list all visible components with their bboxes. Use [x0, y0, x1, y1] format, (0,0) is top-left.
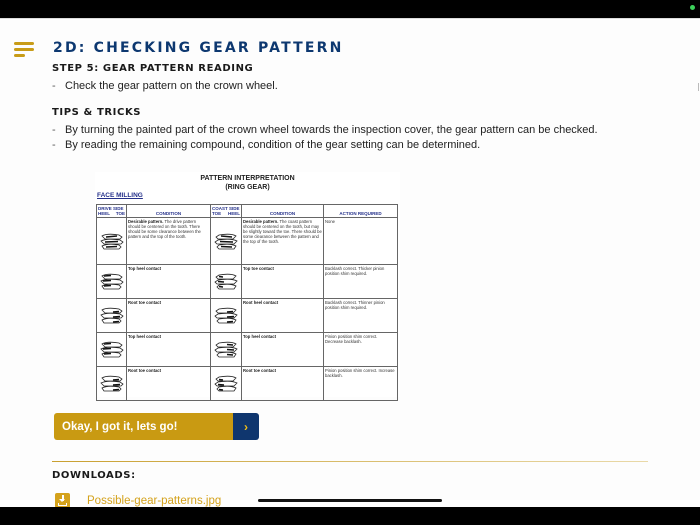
coast-condition-cell: Root toe contact	[242, 367, 324, 401]
gear-tooth-icon	[97, 367, 127, 401]
tips-heading: TIPS & TRICKS	[52, 107, 142, 118]
app-screen	[0, 18, 700, 507]
coast-condition-cell: Top toe contact	[242, 265, 324, 299]
step-heading: STEP 5: GEAR PATTERN READING	[52, 63, 254, 74]
pattern-interpretation-image[interactable]	[95, 172, 400, 397]
coast-condition-cell: Top heel contact	[242, 333, 324, 367]
pattern-table	[96, 204, 398, 401]
download-link-label[interactable]: Possible-gear-patterns.jpg	[87, 494, 222, 507]
continue-button[interactable]	[54, 413, 259, 440]
action-cell: Pinion position shim correct. Decrease backlash.	[324, 333, 398, 367]
drive-condition-cell: Root toe contact	[127, 367, 211, 401]
chevron-right-icon[interactable]: ›	[233, 413, 259, 440]
table-row	[97, 333, 398, 367]
action-cell: None	[324, 218, 398, 265]
page-title: 2D: CHECKING GEAR PATTERN	[53, 40, 344, 56]
gear-tooth-icon	[97, 299, 127, 333]
gear-tooth-icon	[211, 333, 242, 367]
gear-tooth-icon	[211, 299, 242, 333]
doc-title: PATTERN INTERPRETATION (RING GEAR)	[200, 175, 295, 191]
gear-tooth-icon	[211, 367, 242, 401]
step-bullet: - Check the gear pattern on the crown wheel.	[52, 80, 278, 92]
tips-bullet: - By turning the painted part of the crown wheel towards the inspection cover, the gear pattern can be checked.	[52, 124, 598, 136]
bottom-bar	[0, 507, 700, 525]
table-row	[97, 367, 398, 401]
camera-indicator-icon	[690, 5, 695, 10]
tips-bullet: - By reading the remaining compound, condition of the gear setting can be determined.	[52, 139, 481, 151]
drive-side-header: DRIVE SIDE HEEL TOE	[98, 206, 125, 216]
gear-tooth-icon	[97, 218, 127, 265]
scrollbar[interactable]	[698, 83, 699, 91]
status-bar	[0, 0, 700, 18]
downloads-heading: DOWNLOADS:	[52, 470, 136, 481]
home-indicator[interactable]	[258, 499, 442, 502]
drive-condition-cell: Top heel contact	[127, 333, 211, 367]
gear-tooth-icon	[97, 265, 127, 299]
gear-tooth-icon	[211, 218, 242, 265]
action-cell: Pinion position shim correct. Increase backlash.	[324, 367, 398, 401]
drive-condition-cell: Top heel contact	[127, 265, 211, 299]
drive-condition-cell: Desirable pattern. The drive pattern should be centered on the tooth. There should be some clearance between the pattern and the top of the tooth.	[127, 218, 211, 265]
condition-header: CONDITION	[242, 205, 324, 218]
gear-tooth-icon	[97, 333, 127, 367]
action-header: ACTION REQUIRED	[324, 205, 398, 218]
condition-header: CONDITION	[127, 205, 211, 218]
table-row	[97, 265, 398, 299]
continue-button-label[interactable]: Okay, I got it, lets go!	[54, 413, 233, 440]
action-cell: Backlash correct. Thinner pinion position shim required.	[324, 299, 398, 333]
coast-side-header: COAST SIDE TOE HEEL	[212, 206, 240, 216]
gear-tooth-icon	[211, 265, 242, 299]
divider	[52, 461, 648, 462]
coast-condition-cell: Desirable pattern. The coast pattern should be centered on the tooth, but may be slightly toward the toe. There should be some clearance between the pattern and the top of the tooth.	[242, 218, 324, 265]
download-icon[interactable]	[55, 493, 70, 507]
doc-subtitle: FACE MILLING	[97, 192, 143, 199]
action-cell: Backlash correct. Thicker pinion position shim required.	[324, 265, 398, 299]
hamburger-menu-icon[interactable]	[14, 41, 34, 59]
table-row	[97, 299, 398, 333]
download-link[interactable]	[55, 493, 221, 507]
table-row	[97, 218, 398, 265]
drive-condition-cell: Root toe contact	[127, 299, 211, 333]
coast-condition-cell: Root heel contact	[242, 299, 324, 333]
table-header-row	[97, 205, 398, 218]
